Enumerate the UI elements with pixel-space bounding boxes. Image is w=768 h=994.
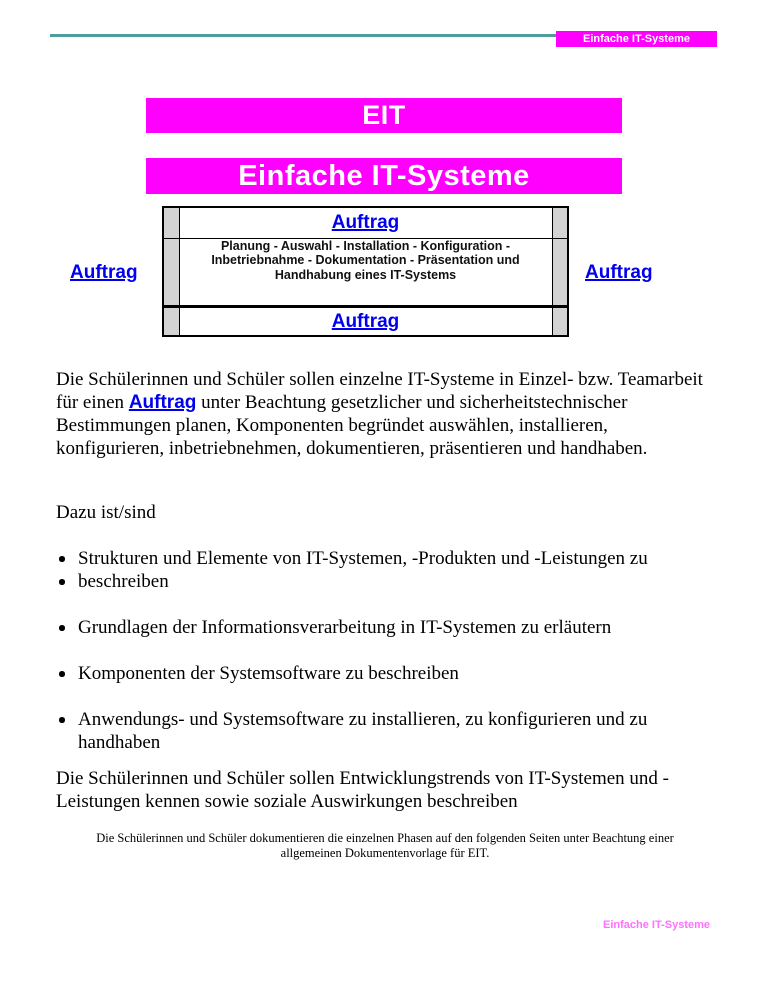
table-shade-cell — [552, 207, 568, 238]
list-item: beschreiben — [56, 570, 714, 593]
table-top-cell — [179, 207, 552, 238]
auftrag-link-left[interactable]: Auftrag — [70, 262, 138, 283]
table-shade-cell — [163, 238, 179, 306]
paragraph-goals-segment: unter Beachtung gesetzlicher und sicherheitstechnischer Bestimmungen planen, Komponenten begründet auswählen, installieren, konfigurieren, inbetriebnehmen, dokumentieren, präsentieren und handhaben. — [56, 392, 648, 459]
phase-list-line: Planung - Auswahl - Installation - Konfiguration - — [220, 238, 511, 253]
paragraph-goals-segment: Die Schülerinnen und Schüler sollen einzelne IT-Systeme in Einzel- bzw. Teamarbeit für einen — [56, 369, 703, 413]
phase-list — [179, 238, 552, 306]
phase-table — [162, 206, 569, 337]
list-item: Strukturen und Elemente von IT-Systemen, -Produkten und -Leistungen zu — [56, 547, 714, 570]
list-item: Komponenten der Systemsoftware zu beschreiben — [56, 662, 714, 685]
title-short-text: EIT — [362, 100, 406, 130]
phase-list-line: Handhabung eines IT-Systems — [274, 267, 457, 282]
title-full-text: Einfache IT-Systeme — [238, 160, 530, 192]
title-banner-full — [146, 158, 622, 194]
list-item: Grundlagen der Informationsverarbeitung in IT-Systemen zu erläutern — [56, 616, 714, 639]
phase-list-line: Inbetriebnahme - Dokumentation - Präsentation und — [211, 253, 520, 268]
footnote: Die Schülerinnen und Schüler dokumentieren die einzelnen Phasen auf den folgenden Seiten unter Beachtung einer allgemeinen Dokumentenvorlage für EIT. — [96, 831, 674, 860]
auftrag-diagram — [0, 206, 768, 337]
auftrag-link-top[interactable]: Auftrag — [331, 211, 400, 233]
table-shade-cell — [163, 207, 179, 238]
intro-line: Dazu ist/sind — [56, 502, 156, 523]
auftrag-link-inline[interactable]: Auftrag — [128, 392, 197, 413]
list-item: Anwendungs- und Systemsoftware zu installieren, zu konfigurieren und zu handhaben — [56, 708, 714, 754]
paragraph-goals — [56, 368, 714, 460]
header-page-label-text: Einfache IT-Systeme — [583, 33, 690, 45]
paragraph-trends: Die Schülerinnen und Schüler sollen Entwicklungstrends von IT-Systemen und -Leistungen kennen sowie soziale Auswirkungen beschreiben — [56, 768, 670, 812]
body-text — [56, 368, 714, 861]
table-shade-cell — [163, 307, 179, 336]
table-bottom-cell — [179, 307, 552, 336]
requirements-list — [56, 547, 714, 754]
footer-page-label: Einfache IT-Systeme — [603, 919, 710, 931]
auftrag-link-bottom[interactable]: Auftrag — [331, 310, 400, 332]
header-rule-line — [50, 34, 557, 37]
table-shade-cell — [552, 238, 568, 306]
title-banner-short — [146, 98, 622, 133]
table-shade-cell — [552, 307, 568, 336]
auftrag-link-right[interactable]: Auftrag — [585, 262, 653, 283]
header-page-label — [556, 31, 717, 47]
